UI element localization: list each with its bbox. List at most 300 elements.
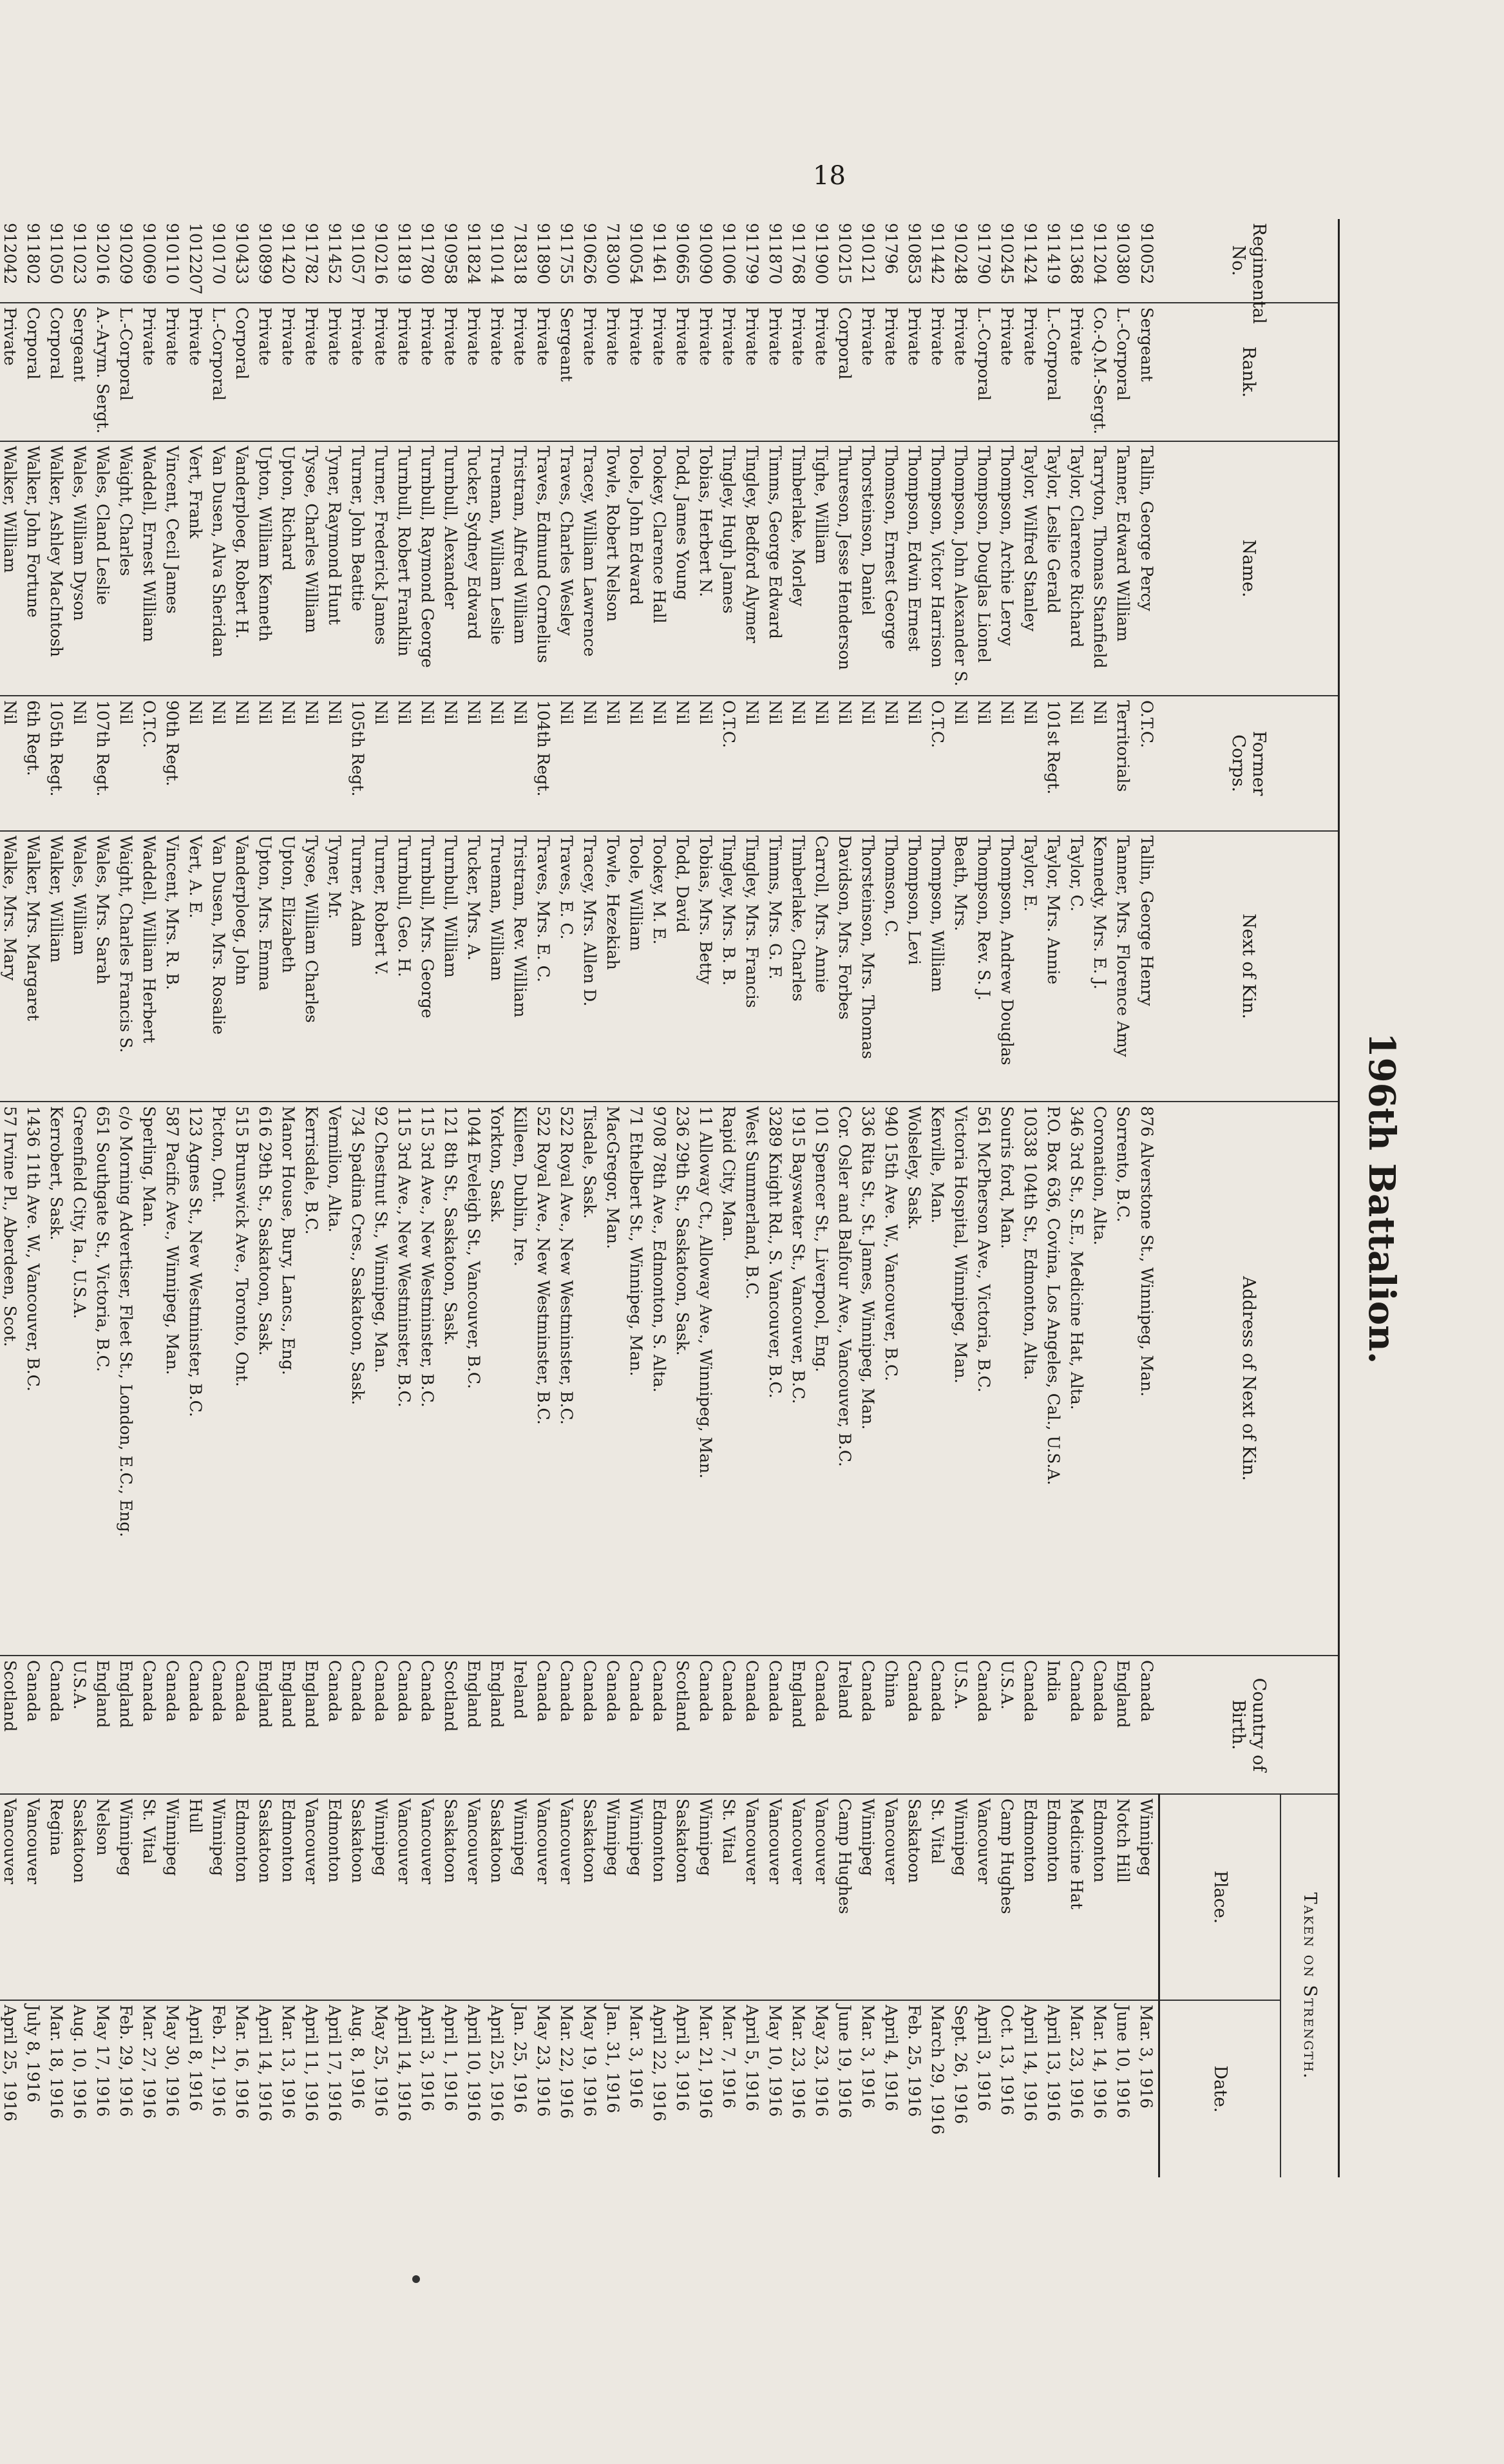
cell-country: England [277,1656,300,1794]
cell-next-of-kin: Traves, E. C. [555,831,578,1102]
cell-name: Walker, William [0,441,22,696]
cell-regimental-no: 911768 [787,219,810,303]
cell-address: Tisdale, Sask. [578,1102,602,1656]
cell-name: Thompson, Edwin Ernest [903,441,926,696]
cell-country: Canada [1135,1656,1159,1794]
cell-next-of-kin: Thorsteinson, Mrs. Thomas [857,831,880,1102]
cell-former-corps: Nil [833,696,857,831]
cell-country: Canada [810,1656,833,1794]
cell-regimental-no: 911023 [68,219,91,303]
cell-address: Victoria Hospital, Winnipeg, Man. [949,1102,973,1656]
cell-address: Kenville, Man. [926,1102,949,1656]
table-row [996,219,1019,2177]
cell-place: Winnipeg [509,1794,532,2000]
cell-country: Canada [903,1656,926,1794]
cell-next-of-kin: Wales, William [68,831,91,1102]
cell-name: Wales, William Dyson [68,441,91,696]
cell-name: Walker, Ashley MacIntosh [45,441,68,696]
cell-name: Tracey, William Lawrence [578,441,602,696]
cell-former-corps: Nil [810,696,833,831]
cell-name: Wales, Cland Leslie [91,441,115,696]
cell-place: St. Vital [138,1794,161,2000]
table-row [91,219,115,2177]
cell-name: Turner, John Beattie [347,441,370,696]
table-row [810,219,833,2177]
cell-regimental-no: 911900 [810,219,833,303]
cell-address: 346 3rd St., S.E., Medicine Hat, Alta. [1065,1102,1089,1656]
cell-former-corps: 104th Regt. [532,696,555,831]
cell-regimental-no: 910958 [439,219,462,303]
cell-rank: Corporal [231,303,254,441]
cell-rank: Corporal [22,303,45,441]
cell-regimental-no: 1012207 [184,219,207,303]
header-place: Place. [1159,1794,1281,2000]
cell-next-of-kin: Timberlake, Charles [787,831,810,1102]
cell-former-corps: 107th Regt. [91,696,115,831]
cell-place: Vancouver [741,1794,764,2000]
table-row [416,219,439,2177]
cell-former-corps: O.T.C. [718,696,741,831]
cell-country: U.S.A. [68,1656,91,1794]
cell-next-of-kin: Trueman, William [486,831,509,1102]
table-row [1019,219,1042,2177]
cell-name: Vert, Frank [184,441,207,696]
header-regimental-no: Regimental No. [1159,219,1339,303]
cell-former-corps: 6th Regt. [22,696,45,831]
cell-date: Feb. 29, 1916 [117,2005,136,2117]
cell-address: 1915 Bayswater St., Vancouver, B.C. [787,1102,810,1656]
cell-place: Winnipeg [625,1794,648,2000]
cell-next-of-kin: Tanner, Mrs. Florence Amy [1112,831,1135,1102]
cell-place: Vancouver [393,1794,416,2000]
cell-former-corps: Nil [973,696,996,831]
cell-regimental-no: 910121 [857,219,880,303]
cell-next-of-kin: Upton, Mrs. Emma [254,831,277,1102]
cell-former-corps: Nil [857,696,880,831]
cell-place: Notch Hill [1112,1794,1135,2000]
cell-regimental-no: 910853 [903,219,926,303]
cell-former-corps: Nil [184,696,207,831]
cell-name: Thomson, Ernest George [880,441,903,696]
cell-next-of-kin: Turner, Adam [347,831,370,1102]
table-row [903,219,926,2177]
cell-place: Vancouver [416,1794,439,2000]
cell-place: Medicine Hat [1065,1794,1089,2000]
cell-former-corps: 105th Regt. [45,696,68,831]
cell-country: Ireland [833,1656,857,1794]
cell-name: Vanderploeg, Robert H. [231,441,254,696]
cell-regimental-no: 910069 [138,219,161,303]
cell-date: Aug. 8, 1916 [348,2005,368,2109]
table-row [231,219,254,2177]
cell-place: Winnipeg [602,1794,625,2000]
cell-country: U.S.A. [949,1656,973,1794]
cell-rank: Private [996,303,1019,441]
header-date: Date. [1159,2000,1281,2177]
cell-next-of-kin: Upton, Elizabeth [277,831,300,1102]
cell-place: Vancouver [880,1794,903,2000]
cell-rank: Private [0,303,22,441]
cell-regimental-no: 910245 [996,219,1019,303]
cell-date: April 25, 1916 [488,2005,507,2122]
header-address: Address of Next of Kin. [1159,1102,1339,1656]
cell-address: Killeen, Dublin, Ire. [509,1102,532,1656]
cell-rank: L.-Corporal [115,303,138,441]
cell-date: May 30, 1916 [163,2005,182,2117]
cell-name: Waight, Charles [115,441,138,696]
table-body [0,219,1159,2177]
cell-address: 336 Rita St., St. James, Winnipeg, Man. [857,1102,880,1656]
cell-former-corps: Nil [578,696,602,831]
cell-regimental-no: 911057 [347,219,370,303]
cell-former-corps: Nil [787,696,810,831]
cell-place: Edmonton [323,1794,347,2000]
cell-name: Turnbull, Raymond George [416,441,439,696]
cell-regimental-no: 911424 [1019,219,1042,303]
cell-former-corps: Nil [0,696,22,831]
cell-name: Trueman, William Leslie [486,441,509,696]
cell-former-corps: Nil [555,696,578,831]
cell-country: Canada [857,1656,880,1794]
cell-former-corps: Nil [1065,696,1089,831]
cell-address: Rapid City, Man. [718,1102,741,1656]
cell-regimental-no: 911419 [1042,219,1065,303]
page-number: 18 [813,161,846,191]
cell-former-corps: Nil [439,696,462,831]
cell-country: England [300,1656,323,1794]
table-row [648,219,671,2177]
table-row [207,219,231,2177]
cell-name: Timms, George Edward [764,441,787,696]
cell-date: April 17, 1916 [325,2005,345,2122]
cell-address: 616 29th St., Saskatoon, Sask. [254,1102,277,1656]
cell-place: Vancouver [300,1794,323,2000]
cell-rank: Sergeant [555,303,578,441]
cell-rank: Private [764,303,787,441]
cell-name: Vincent, Cecil James [161,441,184,696]
cell-address: Yorkton, Sask. [486,1102,509,1656]
cell-rank: Private [509,303,532,441]
cell-address: 876 Alverstone St., Winnipeg, Man. [1135,1102,1159,1656]
cell-next-of-kin: Walke, Mrs. Mary [0,831,22,1102]
cell-next-of-kin: Van Dusen, Mrs. Rosalie [207,831,231,1102]
table-row [694,219,718,2177]
cell-next-of-kin: Davidson, Mrs. Forbes [833,831,857,1102]
cell-address: Kerrobert, Sask. [45,1102,68,1656]
cell-date: April 11, 1916 [302,2005,321,2122]
cell-address: 1436 11th Ave. W., Vancouver, B.C. [22,1102,45,1656]
cell-date: Mar. 23, 1916 [789,2005,808,2119]
cell-date: April 10, 1916 [464,2005,484,2122]
cell-place: Vancouver [810,1794,833,2000]
cell-date: May 17, 1916 [93,2005,113,2117]
cell-regimental-no: 718300 [602,219,625,303]
cell-name: Thorsteinson, Daniel [857,441,880,696]
cell-name: Turnbull, Alexander [439,441,462,696]
cell-date: Mar. 3, 1916 [627,2005,646,2109]
cell-place: Edmonton [277,1794,300,2000]
table-row [718,219,741,2177]
cell-rank: Private [949,303,973,441]
cell-country: Canada [1089,1656,1112,1794]
table-row [1089,219,1112,2177]
cell-rank: Private [462,303,486,441]
cell-country: Canada [602,1656,625,1794]
cell-name: Thompson, Archie Leroy [996,441,1019,696]
table-row [184,219,207,2177]
cell-date: May 10, 1916 [766,2005,785,2117]
cell-country: Canada [718,1656,741,1794]
cell-regimental-no: 910665 [671,219,694,303]
cell-name: Tarryton, Thomas Stanfield [1089,441,1112,696]
table-row [764,219,787,2177]
cell-address: 121 8th St., Saskatoon, Sask. [439,1102,462,1656]
cell-next-of-kin: Tookey, M. E. [648,831,671,1102]
cell-rank: Private [903,303,926,441]
cell-regimental-no: 91796 [880,219,903,303]
cell-address: Kerrisdale, B.C. [300,1102,323,1656]
cell-name: Turner, Frederick James [370,441,393,696]
cell-next-of-kin: Tysoe, William Charles [300,831,323,1102]
cell-former-corps: Nil [996,696,1019,831]
cell-country: Scotland [439,1656,462,1794]
cell-regimental-no: 911782 [300,219,323,303]
cell-place: Vancouver [0,1794,22,2000]
cell-place: Edmonton [231,1794,254,2000]
cell-rank: L.-Corporal [973,303,996,441]
cell-former-corps: Nil [741,696,764,831]
cell-place: Winnipeg [857,1794,880,2000]
cell-date: Mar. 14, 1916 [1090,2005,1110,2119]
cell-place: Saskatoon [347,1794,370,2000]
cell-country: England [91,1656,115,1794]
cell-date: April 22, 1916 [650,2005,669,2122]
cell-place: Nelson [91,1794,115,2000]
cell-name: Tristram, Alfred William [509,441,532,696]
cell-regimental-no: 911204 [1089,219,1112,303]
cell-country: Canada [161,1656,184,1794]
cell-country: Canada [532,1656,555,1794]
cell-former-corps: Nil [68,696,91,831]
cell-next-of-kin: Turnbull, William [439,831,462,1102]
cell-name: Tobias, Herbert N. [694,441,718,696]
cell-place: Edmonton [648,1794,671,2000]
cell-country: England [787,1656,810,1794]
cell-date: April 14, 1916 [395,2005,414,2122]
cell-name: Tookey, Clarence Hall [648,441,671,696]
cell-address: 515 Brunswick Ave., Toronto, Ont. [231,1102,254,1656]
cell-name: Tysoe, Charles William [300,441,323,696]
cell-name: Todd, James Young [671,441,694,696]
cell-place: Winnipeg [207,1794,231,2000]
cell-name: Taylor, Clarence Richard [1065,441,1089,696]
cell-former-corps: Nil [277,696,300,831]
cell-address: Sperling, Man. [138,1102,161,1656]
cell-address: 940 15th Ave. W., Vancouver, B.C. [880,1102,903,1656]
table-row [1112,219,1135,2177]
cell-rank: Private [138,303,161,441]
cell-name: Toole, John Edward [625,441,648,696]
cell-address: 1044 Eveleigh St., Vancouver, B.C. [462,1102,486,1656]
cell-name: Thompson, Victor Harrison [926,441,949,696]
cell-rank: Private [161,303,184,441]
cell-address: 71 Ethelbert St., Winnipeg, Man. [625,1102,648,1656]
cell-former-corps: Nil [1089,696,1112,831]
cell-address: 101 Spencer St., Liverpool, Eng. [810,1102,833,1656]
cell-regimental-no: 910899 [254,219,277,303]
cell-rank: Private [718,303,741,441]
cell-next-of-kin: Traves, Mrs. E. C. [532,831,555,1102]
cell-regimental-no: 911824 [462,219,486,303]
table-row [857,219,880,2177]
cell-place: Edmonton [1089,1794,1112,2000]
cell-rank: Private [694,303,718,441]
cell-rank: Private [439,303,462,441]
cell-rank: Private [625,303,648,441]
cell-place: Camp Hughes [833,1794,857,2000]
cell-former-corps: Nil [602,696,625,831]
cell-address: 9708 78th Ave., Edmonton, S. Alta. [648,1102,671,1656]
cell-next-of-kin: Waight, Charles Francis S. [115,831,138,1102]
cell-former-corps: Nil [231,696,254,831]
cell-rank: Sergeant [68,303,91,441]
cell-former-corps: 105th Regt. [347,696,370,831]
cell-next-of-kin: Tingley, Mrs. B. B. [718,831,741,1102]
cell-former-corps: O.T.C. [1135,696,1159,831]
cell-date: Mar. 13, 1916 [279,2005,298,2119]
cell-address: Manor House, Bury, Lancs., Eng. [277,1102,300,1656]
table-row [602,219,625,2177]
table-row [115,219,138,2177]
cell-next-of-kin: Waddell, William Herbert [138,831,161,1102]
cell-next-of-kin: Tingley, Mrs. Francis [741,831,764,1102]
cell-country: Canada [22,1656,45,1794]
table-row [486,219,509,2177]
cell-regimental-no: 912016 [91,219,115,303]
cell-date: March 29, 1916 [928,2005,947,2135]
cell-next-of-kin: Tristram, Rev. William [509,831,532,1102]
cell-next-of-kin: Taylor, E. [1019,831,1042,1102]
cell-former-corps: Nil [671,696,694,831]
cell-date: July 8, 1916 [24,2005,43,2103]
cell-regimental-no: 911755 [555,219,578,303]
cell-rank: Private [1065,303,1089,441]
cell-next-of-kin: Todd, David [671,831,694,1102]
cell-regimental-no: 911890 [532,219,555,303]
cell-rank: Private [578,303,602,441]
cell-former-corps: Nil [416,696,439,831]
header-taken-on-strength: Taken on Strength. [1280,1794,1339,2177]
cell-regimental-no: 912042 [0,219,22,303]
cell-former-corps: Nil [694,696,718,831]
cell-rank: Private [416,303,439,441]
cell-next-of-kin: Walker, Mrs. Margaret [22,831,45,1102]
cell-country: Scotland [671,1656,694,1794]
cell-regimental-no: 911420 [277,219,300,303]
cell-address: 11 Alloway Ct., Alloway Ave., Winnipeg, Man. [694,1102,718,1656]
cell-place: Winnipeg [1135,1794,1159,2000]
table-row [1042,219,1065,2177]
cell-address: Coronation, Alta. [1089,1102,1112,1656]
cell-country: England [115,1656,138,1794]
cell-name: Tyner, Raymond Hunt [323,441,347,696]
cell-regimental-no: 911790 [973,219,996,303]
cell-regimental-no: 910054 [625,219,648,303]
cell-regimental-no: 911050 [45,219,68,303]
cell-address: 57 Irvine Pl., Aberdeen, Scot. [0,1102,22,1656]
cell-next-of-kin: Wales, Mrs. Sarah [91,831,115,1102]
cell-country: U.S.A. [996,1656,1019,1794]
cell-former-corps: Nil [903,696,926,831]
cell-rank: Private [880,303,903,441]
cell-date: Mar. 3, 1916 [1137,2005,1156,2109]
cell-former-corps: Nil [115,696,138,831]
cell-regimental-no: 911802 [22,219,45,303]
cell-country: Canada [207,1656,231,1794]
cell-country: Canada [1019,1656,1042,1794]
cell-former-corps: Nil [764,696,787,831]
cell-next-of-kin: Thompson, Andrew Douglas [996,831,1019,1102]
cell-regimental-no: 910110 [161,219,184,303]
cell-rank: Private [323,303,347,441]
cell-former-corps: Nil [648,696,671,831]
cell-address: Greenfield City, Ia., U.S.A. [68,1102,91,1656]
cell-regimental-no: 910052 [1135,219,1159,303]
cell-country: Canada [926,1656,949,1794]
cell-address: Vermilion, Alta. [323,1102,347,1656]
cell-next-of-kin: Tracey, Mrs. Allen D. [578,831,602,1102]
cell-regimental-no: 910090 [694,219,718,303]
table-row [323,219,347,2177]
battalion-title: 196th Battalion. [1360,1032,1403,1364]
cell-next-of-kin: Towle, Hezekiah [602,831,625,1102]
cell-place: Edmonton [1042,1794,1065,2000]
table-row [949,219,973,2177]
cell-rank: L.-Corporal [1042,303,1065,441]
cell-country: Canada [1065,1656,1089,1794]
cell-former-corps: 101st Regt. [1042,696,1065,831]
cell-regimental-no: 911006 [718,219,741,303]
table-row [462,219,486,2177]
cell-address: 587 Pacific Ave., Winnipeg, Man. [161,1102,184,1656]
cell-regimental-no: 911452 [323,219,347,303]
cell-next-of-kin: Thomson, C. [880,831,903,1102]
cell-name: Taylor, Leslie Gerald [1042,441,1065,696]
cell-country: Canada [764,1656,787,1794]
cell-date: Mar. 27, 1916 [140,2005,159,2119]
cell-regimental-no: 910433 [231,219,254,303]
cell-country: Canada [184,1656,207,1794]
cell-place: Vancouver [532,1794,555,2000]
table-row [138,219,161,2177]
cell-place: Winnipeg [694,1794,718,2000]
cell-rank: Private [277,303,300,441]
cell-regimental-no: 911819 [393,219,416,303]
cell-address: Cor. Osler and Balfour Ave., Vancouver, B.C. [833,1102,857,1656]
table-row [277,219,300,2177]
cell-address: 123 Agnes St., New Westminster, B.C. [184,1102,207,1656]
cell-regimental-no: 910216 [370,219,393,303]
header-rank: Rank. [1159,303,1339,441]
table-row [880,219,903,2177]
cell-regimental-no: 911368 [1065,219,1089,303]
cell-address: West Summerland, B.C. [741,1102,764,1656]
cell-name: Towle, Robert Nelson [602,441,625,696]
cell-next-of-kin: Thompson, Rev. S. J. [973,831,996,1102]
table-row [973,219,996,2177]
cell-place: Vancouver [22,1794,45,2000]
table-row [347,219,370,2177]
